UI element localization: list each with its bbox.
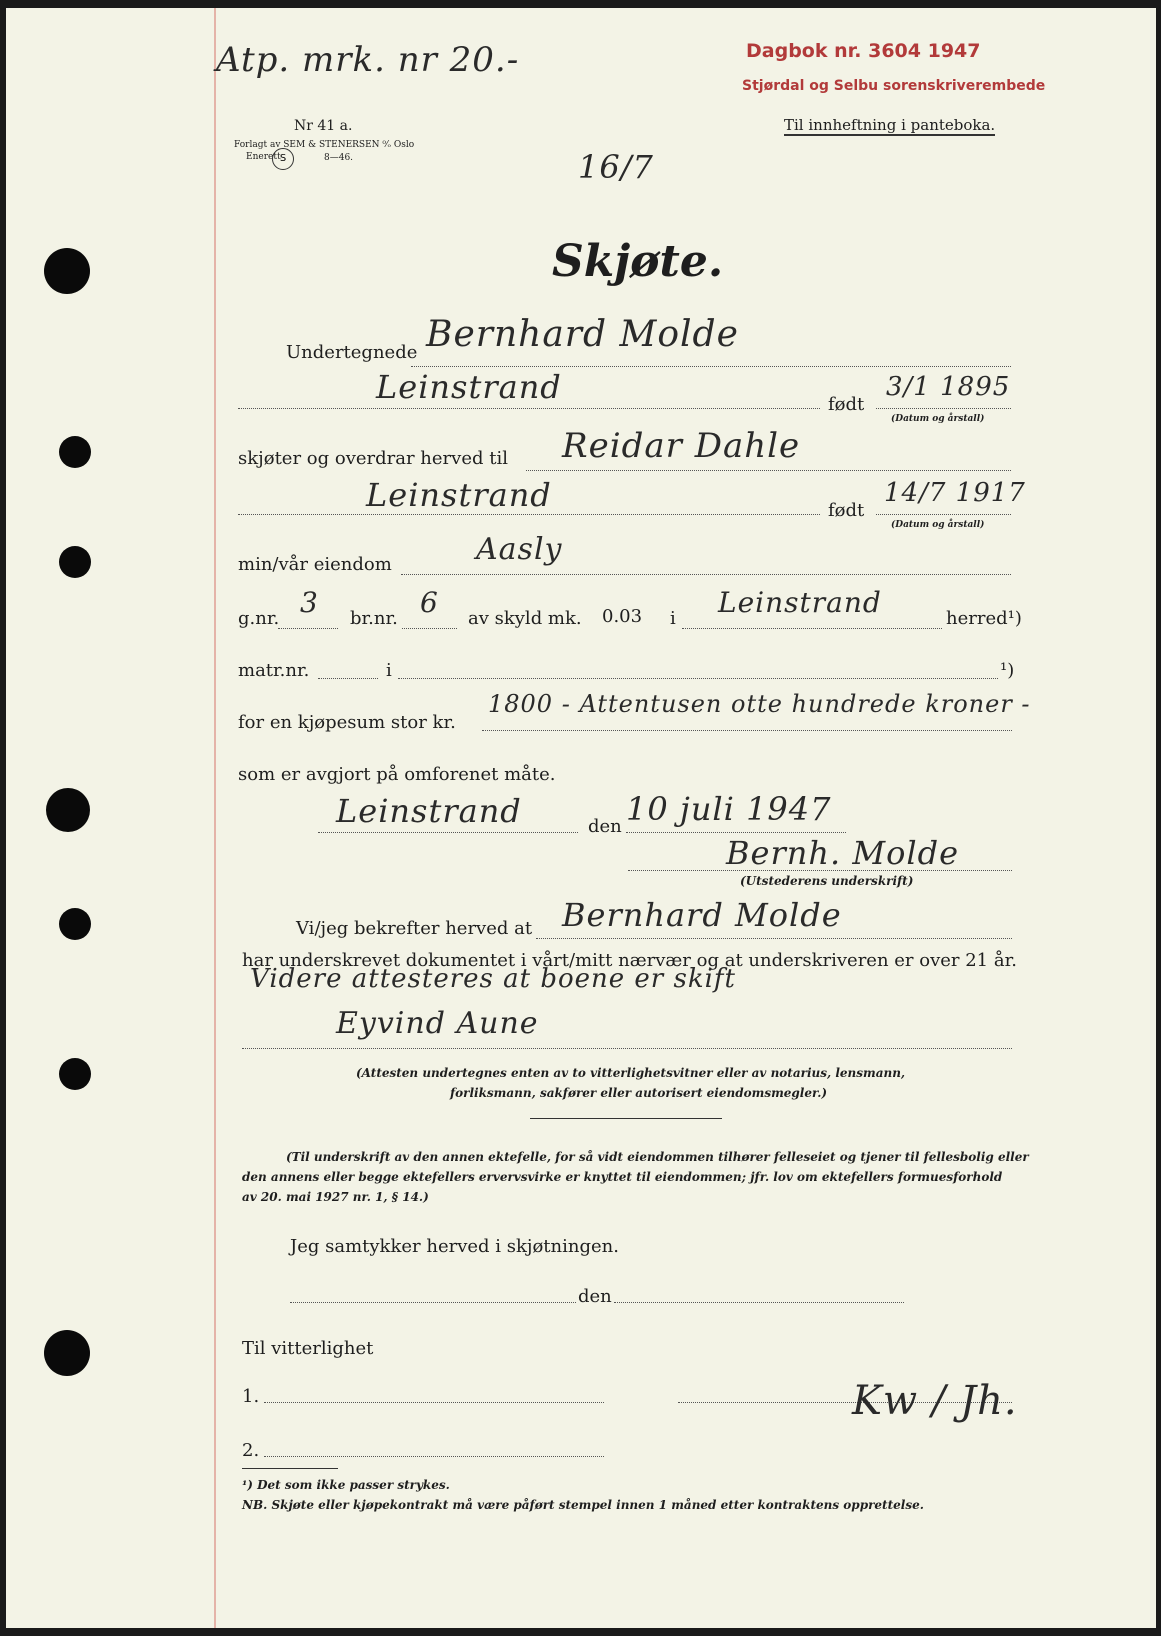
punch-hole [59,908,91,940]
fill-line [264,1456,604,1457]
kjopesum-label: for en kjøpesum stor kr. [238,712,456,733]
datum-hint: (Datum og årstall) [891,520,985,530]
vitterlighet-label: Til vitterlighet [242,1338,374,1359]
i-label: i [670,608,676,629]
handwritten-reference: Atp. mrk. nr 20.- [216,40,520,80]
fodt-label: født [828,500,865,521]
buyer-place: Leinstrand [366,476,552,514]
seller-name: Bernhard Molde [426,314,739,355]
herred-label: herred¹) [946,608,1022,629]
eiendom-label: min/vår eiendom [238,554,392,575]
datum-hint: (Datum og årstall) [891,414,985,424]
fill-line [526,470,1011,471]
attest-note-line2: forliksmann, sakfører eller autorisert eiendomsmegler.) [450,1086,828,1100]
consent-den: den [578,1286,612,1307]
gnr-label: g.nr. [238,608,280,629]
date-mark: 16/7 [578,148,654,186]
form-number: Nr 41 a. [294,118,353,134]
witness-number-1: 1. [242,1386,260,1407]
date-signed: 10 juli 1947 [626,790,832,828]
skyld-value: 0.03 [602,606,643,627]
fill-line [682,628,942,629]
fill-line [482,730,1012,731]
footnote-divider [242,1468,338,1469]
divider [530,1118,722,1119]
footnote-2: NB. Skjøte eller kjøpekontrakt må være påført stempel innen 1 måned etter kontraktens opprettelse. [242,1498,924,1512]
fill-line [626,832,846,833]
publisher-line: Forlagt av SEM & STENERSEN ⁰⁄ₒ Oslo [234,140,415,150]
property-name: Aasly [476,532,563,567]
punch-hole [44,1330,90,1376]
seller-signature: Bernh. Molde [726,834,959,872]
fill-line [290,1302,576,1303]
matr-end: ¹) [1000,660,1015,681]
attest-note-line1: (Attesten undertegnes enten av to vitterlighetsvitner eller av notarius, lensmann, [356,1066,906,1080]
brnr-label: br.nr. [350,608,398,629]
transfer-label: skjøter og overdrar herved til [238,448,508,469]
matr-i: i [386,660,392,681]
publisher-logo: S [272,148,294,170]
place-signed: Leinstrand [336,792,522,830]
buyer-name: Reidar Dahle [562,426,801,466]
journal-stamp-office: Stjørdal og Selbu sorenskriverembede [742,78,1046,94]
undertegnede-label: Undertegnede [286,342,418,363]
journal-stamp-number: Dagbok nr. 3604 1947 [746,40,981,62]
buyer-birth: 14/7 1917 [884,478,1026,508]
punch-hole [44,248,90,294]
spouse-note-line3: av 20. mai 1927 nr. 1, § 14.) [242,1190,429,1204]
fill-line [264,1402,604,1403]
fill-line [278,628,338,629]
fill-line [401,574,1011,575]
document-page [6,8,1156,1628]
skyld-label: av skyld mk. [468,608,582,629]
initials: Kw / Jh. [852,1378,1018,1424]
witness-number-2: 2. [242,1440,260,1461]
witness-name: Bernhard Molde [562,896,842,934]
spouse-note-line1: (Til underskrift av den annen ektefelle, for så vidt eiendommen tilhører felleseiet og tjener til fellesbolig eller [286,1150,1029,1164]
fodt-label: født [828,394,865,415]
witness-signature: Eyvind Aune [336,1006,539,1041]
installation-note: Til innheftning i panteboka. [784,116,996,134]
witness-text: har underskrevet dokumentet i vårt/mitt nærvær og at underskriveren er over 21 år. [242,950,1017,971]
fill-line [536,938,1012,939]
fill-line [876,408,1011,409]
fill-line [614,1302,904,1303]
punch-hole [59,546,91,578]
document-title: Skjøte. [552,236,724,287]
fill-line [238,408,820,409]
footnote-1: ¹) Det som ikke passer strykes. [242,1478,450,1492]
brnr-value: 6 [420,586,439,619]
punch-hole [59,1058,91,1090]
fill-line [242,1048,1012,1049]
fill-line [318,678,378,679]
gnr-value: 3 [300,586,319,619]
fill-line [876,514,1011,515]
fill-line [318,832,578,833]
herred-name: Leinstrand [718,586,882,619]
fill-line [402,628,457,629]
spouse-note-line2: den annens eller begge ektefellers ervervsvirke er knyttet til eiendommen; jfr. lov om ektefellers formuesforhold [242,1170,1003,1184]
publisher-enerett: Enerett [246,152,281,162]
seller-birth: 3/1 1895 [886,372,1011,402]
avgjort-text: som er avgjort på omforenet måte. [238,764,556,785]
kjopesum-value: 1800 - Attentusen otte hundrede kroner - [488,690,1031,718]
fill-line [238,514,820,515]
witness-handwritten: Videre attesteres at boene er skift [250,964,736,994]
den-label: den [588,816,622,837]
fill-line [411,366,1011,367]
matr-label: matr.nr. [238,660,310,681]
witness-intro: Vi/jeg bekrefter herved at [296,918,533,939]
punch-hole [46,788,90,832]
signature-caption: (Utstederens underskrift) [740,874,914,888]
punch-hole [59,436,91,468]
seller-place: Leinstrand [376,368,562,406]
publisher-date: 8—46. [324,153,354,163]
fill-line [398,678,998,679]
margin-line [214,8,216,1628]
fill-line [628,870,1012,871]
consent-text: Jeg samtykker herved i skjøtningen. [290,1236,619,1257]
